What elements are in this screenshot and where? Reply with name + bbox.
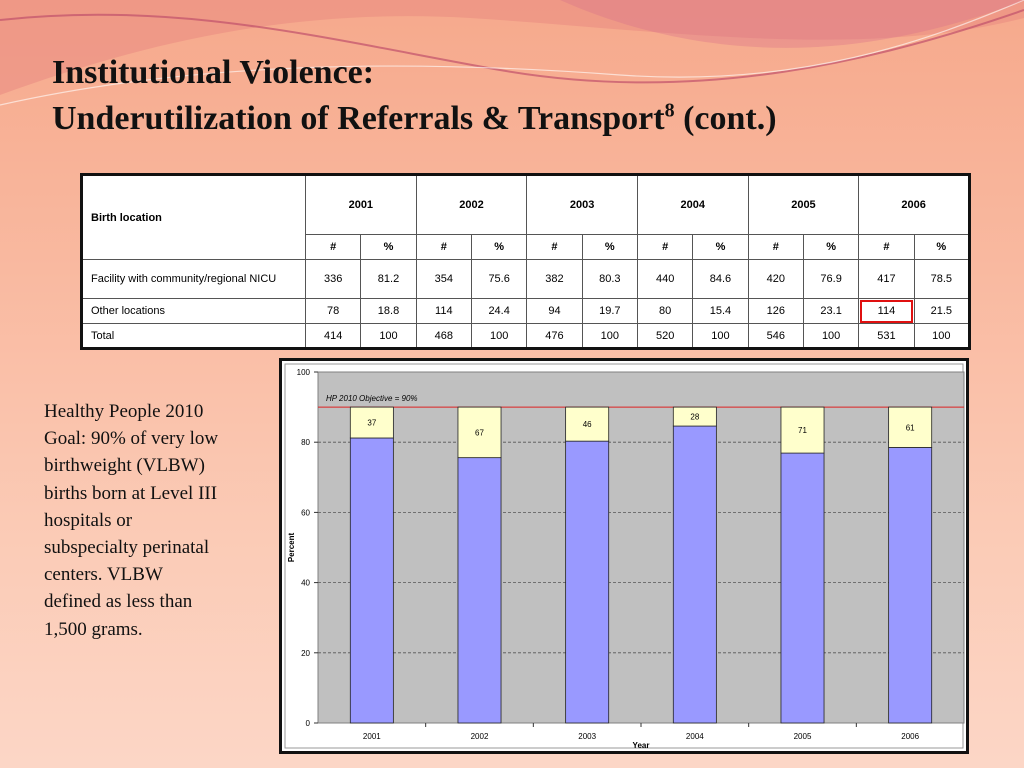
table-cell: 84.6	[693, 260, 748, 299]
year-header: 2004	[637, 175, 748, 235]
row-label: Total	[82, 324, 306, 349]
bar-data-label: 46	[582, 420, 592, 430]
vlbw-percent-chart	[279, 358, 969, 754]
title-line-1: Institutional Violence:	[52, 54, 375, 91]
bar-data-label: 37	[367, 418, 377, 428]
table-cell: 100	[914, 324, 969, 349]
y-tick-label: 40	[301, 578, 310, 588]
table-cell: 78.5	[914, 260, 969, 299]
table-row	[82, 299, 970, 324]
table-cell: 75.6	[471, 260, 526, 299]
chart-svg	[282, 361, 966, 751]
table-cell: 382	[527, 260, 582, 299]
table-cell: 420	[748, 260, 803, 299]
table-row	[82, 260, 970, 299]
bar-nicu-segment	[781, 453, 824, 723]
y-axis-title: Percent	[287, 532, 296, 563]
count-header: #	[306, 235, 361, 260]
table-cell: 531	[859, 324, 914, 349]
row-label: Facility with community/regional NICU	[82, 260, 306, 299]
count-header: #	[527, 235, 582, 260]
table-cell: 80	[637, 299, 692, 324]
table-cell: 546	[748, 324, 803, 349]
table-cell: 336	[306, 260, 361, 299]
objective-label: HP 2010 Objective = 90%	[326, 394, 418, 404]
bar-nicu-segment	[673, 426, 716, 723]
bar-data-label: 67	[475, 428, 484, 438]
table-cell: 76.9	[803, 260, 858, 299]
table-cell: 94	[527, 299, 582, 324]
table-cell: 15.4	[693, 299, 748, 324]
table-cell: 100	[803, 324, 858, 349]
table-cell: 414	[306, 324, 361, 349]
table-cell: 81.2	[361, 260, 416, 299]
count-header: #	[748, 235, 803, 260]
table-cell: 21.5	[914, 299, 969, 324]
table-row-total	[82, 324, 970, 349]
year-header: 2006	[859, 175, 970, 235]
table-cell: 80.3	[582, 260, 637, 299]
percent-header: %	[471, 235, 526, 260]
count-header: #	[416, 235, 471, 260]
count-header: #	[637, 235, 692, 260]
x-axis-title: Year	[632, 741, 650, 750]
year-header: 2002	[416, 175, 527, 235]
table-cell: 440	[637, 260, 692, 299]
x-tick-label: 2002	[470, 732, 489, 741]
x-tick-label: 2003	[578, 732, 597, 741]
table-cell: 19.7	[582, 299, 637, 324]
title-footnote-ref: 8	[664, 99, 675, 122]
table-cell: 78	[306, 299, 361, 324]
birth-location-table	[80, 173, 971, 350]
table-cell: 100	[471, 324, 526, 349]
bar-nicu-segment	[889, 447, 932, 723]
bar-nicu-segment	[458, 458, 501, 723]
x-tick-label: 2006	[901, 732, 920, 741]
y-tick-label: 100	[296, 368, 310, 377]
x-tick-label: 2004	[685, 732, 704, 741]
percent-header: %	[693, 235, 748, 260]
bar-data-label: 28	[690, 412, 700, 422]
table-cell: 18.8	[361, 299, 416, 324]
table-corner-header: Birth location	[82, 175, 306, 260]
table-cell: 468	[416, 324, 471, 349]
y-tick-label: 80	[301, 438, 310, 448]
x-tick-label: 2001	[362, 732, 381, 741]
y-tick-label: 20	[301, 648, 310, 658]
plot-area	[318, 372, 964, 723]
table-cell: 100	[693, 324, 748, 349]
percent-header: %	[582, 235, 637, 260]
percent-header: %	[914, 235, 969, 260]
year-header: 2005	[748, 175, 859, 235]
table-cell: 126	[748, 299, 803, 324]
slide-title	[52, 50, 777, 142]
bar-data-label: 71	[798, 426, 807, 436]
year-header: 2001	[306, 175, 417, 235]
row-label: Other locations	[82, 299, 306, 324]
y-tick-label: 60	[301, 508, 310, 518]
bar-data-label: 61	[905, 423, 915, 433]
table-cell: 417	[859, 260, 914, 299]
percent-header: %	[361, 235, 416, 260]
year-header: 2003	[527, 175, 638, 235]
table-cell: 476	[527, 324, 582, 349]
table-cell: 100	[361, 324, 416, 349]
title-line-2: Underutilization of Referrals & Transport$^8$ (cont.)	[52, 99, 777, 137]
y-tick-label: 0	[305, 719, 310, 728]
percent-header: %	[803, 235, 858, 260]
bar-nicu-segment	[566, 441, 609, 723]
count-header: #	[859, 235, 914, 260]
goal-description-text: Healthy People 2010 Goal: 90% of very low birthweight (VLBW) births born at Level III hospitals or subspecialty perinatal centers. VLBW defined as less than 1,500 grams.	[44, 401, 219, 640]
table-cell: 100	[582, 324, 637, 349]
highlighted-cell: 114	[859, 299, 914, 324]
x-tick-label: 2005	[793, 732, 812, 741]
table-cell: 23.1	[803, 299, 858, 324]
table-cell: 520	[637, 324, 692, 349]
table-cell: 354	[416, 260, 471, 299]
table-cell: 24.4	[471, 299, 526, 324]
table-header-years	[82, 175, 970, 235]
bar-nicu-segment	[350, 438, 393, 723]
table-cell: 114	[416, 299, 471, 324]
